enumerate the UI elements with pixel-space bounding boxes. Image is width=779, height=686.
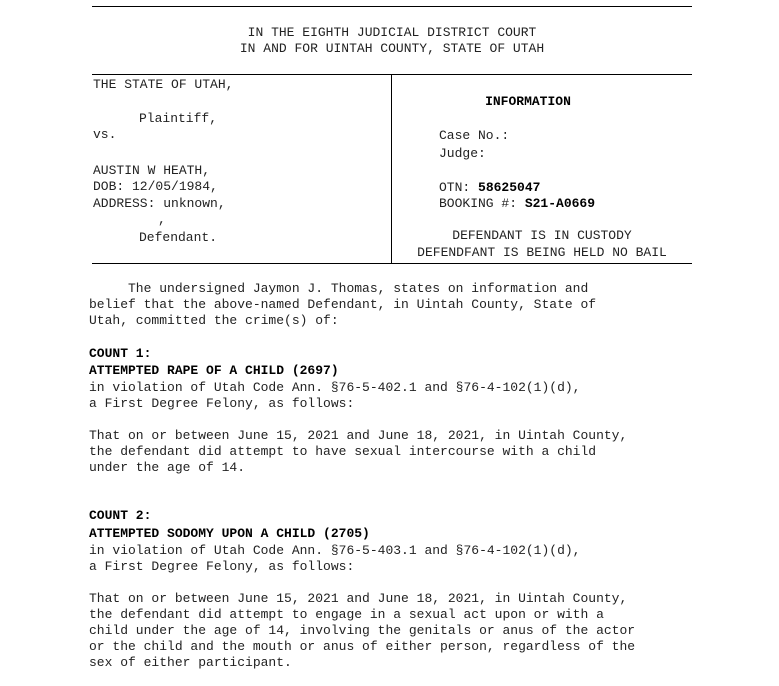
court-county: IN AND FOR UINTAH COUNTY, STATE OF UTAH <box>239 41 545 56</box>
otn-label: OTN: <box>439 180 471 195</box>
count-2-facts-line-3: child under the age of 14, involving the genitals or anus of the actor <box>89 623 636 638</box>
court-name: IN THE EIGHTH JUDICIAL DISTRICT COURT <box>247 25 537 40</box>
count-1-facts-line-3: under the age of 14. <box>89 460 246 475</box>
intro-line-3: Utah, committed the crime(s) of: <box>89 313 339 328</box>
otn-value: 58625047 <box>478 180 541 195</box>
count-2-facts-line-1: That on or between June 15, 2021 and June 18, 2021, in Uintah County, <box>89 591 628 606</box>
count-2-heading: COUNT 2: <box>89 508 152 523</box>
intro-line-2: belief that the above-named Defendant, in Uintah County, State of <box>89 297 597 312</box>
count-2-degree: a First Degree Felony, as follows: <box>89 559 355 574</box>
count-2-facts-line-4: or the child and the mouth or anus of either person, regardless of the <box>89 639 636 654</box>
caption-left-bottom-rule <box>92 263 392 264</box>
defendant-role: Defendant. <box>139 230 218 245</box>
versus: vs. <box>93 127 117 142</box>
plaintiff-name: THE STATE OF UTAH, <box>93 77 234 92</box>
count-2-facts-line-5: sex of either participant. <box>89 655 292 670</box>
count-1-facts-line-1: That on or between June 15, 2021 and June 18, 2021, in Uintah County, <box>89 428 628 443</box>
count-1-heading: COUNT 1: <box>89 346 152 361</box>
booking-label: BOOKING #: <box>439 196 518 211</box>
count-2-violation: in violation of Utah Code Ann. §76-5-403.1 and §76-4-102(1)(d), <box>89 543 581 558</box>
count-2-title: ATTEMPTED SODOMY UPON A CHILD (2705) <box>89 526 370 541</box>
count-1-title: ATTEMPTED RAPE OF A CHILD (2697) <box>89 363 339 378</box>
count-2-facts-line-2: the defendant did attempt to engage in a sexual act upon or with a <box>89 607 604 622</box>
defendant-dob: DOB: 12/05/1984, <box>93 179 218 194</box>
top-rule <box>92 6 692 7</box>
case-number-label: Case No.: <box>439 128 510 143</box>
count-1-facts-line-2: the defendant did attempt to have sexual intercourse with a child <box>89 444 597 459</box>
otn-line <box>439 180 540 196</box>
caption-comma: , <box>158 212 166 227</box>
document-title: INFORMATION <box>485 94 571 109</box>
judge-label: Judge: <box>439 146 486 161</box>
plaintiff-role: Plaintiff, <box>139 111 218 126</box>
booking-value: S21-A0669 <box>524 196 596 211</box>
custody-status: DEFENDANT IS IN CUSTODY <box>452 228 632 243</box>
intro-line-1: The undersigned Jaymon J. Thomas, states on information and <box>89 281 589 296</box>
count-1-degree: a First Degree Felony, as follows: <box>89 396 355 411</box>
defendant-address: ADDRESS: unknown, <box>93 196 226 211</box>
caption-right-bottom-rule <box>392 263 692 264</box>
booking-line <box>439 196 595 212</box>
defendant-name: AUSTIN W HEATH, <box>93 163 211 178</box>
caption-top-rule <box>92 74 692 75</box>
bail-status: DEFENDFANT IS BEING HELD NO BAIL <box>417 245 667 260</box>
count-1-violation: in violation of Utah Code Ann. §76-5-402.1 and §76-4-102(1)(d), <box>89 380 581 395</box>
